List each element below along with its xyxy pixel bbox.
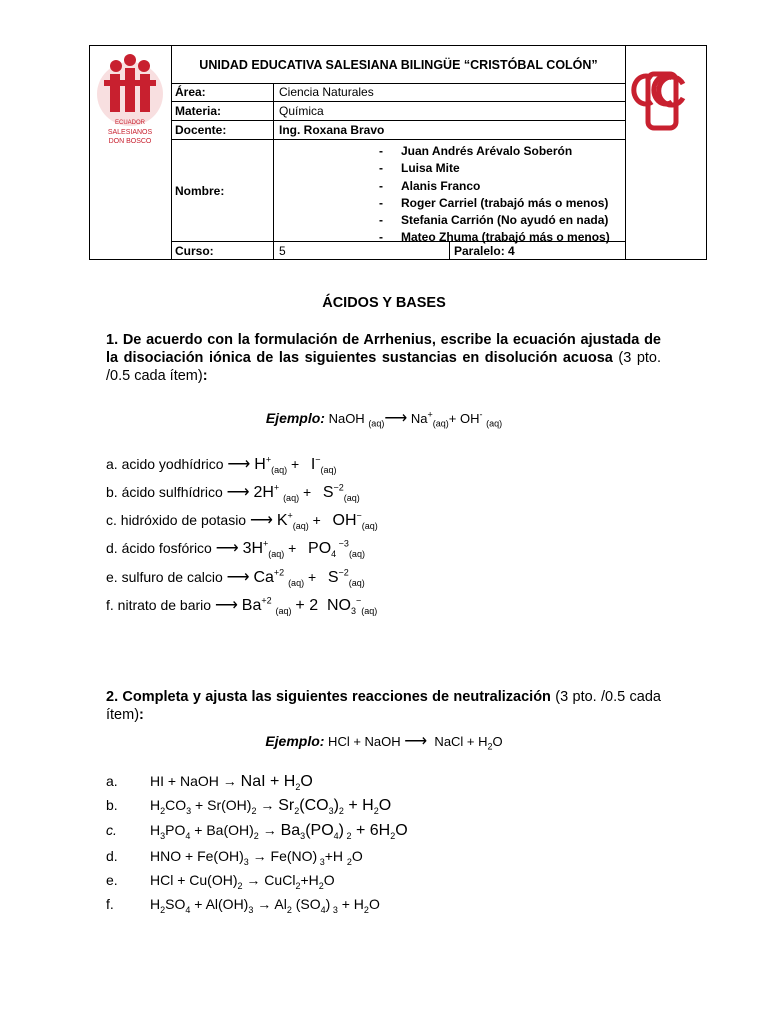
- name-item: - Juan Andrés Arévalo Soberón: [401, 143, 610, 160]
- names-list: [401, 143, 610, 247]
- logo-left-line3: DON BOSCO: [108, 138, 152, 145]
- q2-item-f: f. $H_2SO_4 + Al(OH)_3 \to Al_2$ $(SO_4) _3 + H_2O$: [106, 896, 380, 915]
- materia-row: [171, 102, 626, 121]
- name-item: - Alanis Franco: [401, 178, 610, 195]
- q1-item-a: a. acido yodhídrico ⟶ $H^+_{(aq)} + I^-_{(aq)}$: [106, 454, 337, 475]
- q1-item-b: b. ácido sulfhídrico ⟶ 2H+ $_{(aq)} + S^{-2}_{(aq)}$: [106, 482, 360, 503]
- q1-item-label: b. ácido sulfhídrico: [106, 484, 223, 500]
- docente-row: [171, 121, 626, 140]
- q1-question: 1. De acuerdo con la formulación de Arrhenius, escribe la ecuación ajustada de la disociación iónica de las siguientes sustancias en disolución acuosa: [106, 332, 661, 366]
- school-name: UNIDAD EDUCATIVA SALESIANA BILINGÜE “CRISTÓBAL COLÓN”: [171, 46, 626, 84]
- materia-label: Materia:: [171, 102, 274, 120]
- nombre-row: [171, 140, 626, 245]
- nombre-label: Nombre:: [171, 140, 274, 241]
- q2-item-letter: b.: [106, 797, 118, 813]
- area-value: Ciencia Naturales: [279, 85, 374, 99]
- q1-item-f: f. nitrato de bario ⟶ $Ba^{+2}$ $_{(aq)}$ + 2 $NO_3^-_{(aq)}$: [106, 595, 378, 617]
- q2-item-e: e. HCl + $Cu(OH)_2$ → $CuCl_2+H_2O$: [106, 872, 335, 891]
- q2-item-c: c. $H_3PO_4 + Ba(OH)_2 \to Ba_3(PO_4) _2 + 6H_2O$: [106, 822, 408, 842]
- logo-left-line1: ECUADOR: [114, 120, 146, 126]
- paralelo: Paralelo: 4: [449, 242, 625, 259]
- q2-item-letter: f.: [106, 896, 114, 912]
- name-item: - Roger Carriel (trabajó más o menos): [401, 195, 610, 212]
- curso-label: Curso:: [171, 242, 274, 259]
- logo-left-line2: SALESIANOS: [107, 129, 153, 136]
- q2-example: Ejemplo: HCl + NaOH ⟶ NaCl + $H_2O$: [265, 733, 503, 752]
- ccc-logo: [625, 46, 706, 259]
- q1-example-label: Ejemplo:: [265, 410, 325, 426]
- q2-item-letter: c.: [106, 822, 117, 838]
- q2-text: 2. Completa y ajusta las siguientes reacciones de neutralización (3 pto. /0.5 cada ítem):: [106, 689, 661, 723]
- q2-points: (3 pto. /0.5 cada ítem): [106, 689, 661, 723]
- q1-text: 1. De acuerdo con la formulación de Arrhenius, escribe la ecuación ajustada de la disociación iónica de las siguientes sustancias en disolución acuosa (3 pto. /0.5 cada ítem):: [106, 332, 661, 384]
- q2-example-label: Ejemplo:: [265, 733, 325, 749]
- q1-item-label: f. nitrato de bario: [106, 597, 212, 613]
- q2-item-d: d. HNO + $Fe(OH)_3 \to Fe(NO)$ $_3$+H $_2$O: [106, 848, 363, 867]
- q1-item-d: d. ácido fosfórico ⟶ $3H^+_{(aq)} + PO_4$ $^{-3}_{(aq)}$: [106, 538, 365, 560]
- docente-label: Docente:: [171, 121, 274, 139]
- q1-points: (3 pto. /0.5 cada ítem): [106, 350, 661, 384]
- docente-value: Ing. Roxana Bravo: [279, 123, 385, 137]
- curso-row: [171, 242, 626, 259]
- q2-item-letter: e.: [106, 872, 118, 888]
- header-table: [89, 45, 707, 260]
- name-item: - Luisa Mite: [401, 160, 610, 177]
- materia-value: Química: [279, 104, 324, 118]
- q1-item-label: d. ácido fosfórico: [106, 540, 212, 556]
- name-item: - Mateo Zhuma (trabajó más o menos): [401, 229, 610, 246]
- q1-item-label: a. acido yodhídrico: [106, 456, 224, 472]
- q2-item-b: b. $H_2CO_3 + Sr(OH)_2 \to Sr_2(CO_3)_2 + H_2O$: [106, 797, 392, 817]
- q2-item-letter: d.: [106, 848, 118, 864]
- name-item: - Stefania Carrión (No ayudó en nada): [401, 212, 610, 229]
- q1-item-label: e. sulfuro de calcio: [106, 569, 223, 585]
- q2-item-a: a. HI + NaOH → NaI + $H_2O$: [106, 773, 313, 793]
- q2-item-letter: a.: [106, 773, 118, 789]
- q1-example: Ejemplo: NaOH $_{(aq)}$⟶ $Na^+_{(aq)}+ OH^-$ $_{(aq)}$: [265, 409, 503, 429]
- q1-item-e: e. sulfuro de calcio ⟶ $Ca^{+2}$ $_{(aq)} + S^{-2}_{(aq)}$: [106, 567, 365, 588]
- area-label: Área:: [171, 83, 274, 101]
- area-row: [171, 83, 626, 102]
- curso-value: 5: [279, 243, 286, 258]
- q1-item-label: c. hidróxido de potasio: [106, 512, 247, 528]
- page-title: ÁCIDOS Y BASES: [322, 295, 446, 311]
- q2-question: 2. Completa y ajusta las siguientes reacciones de neutralización: [106, 689, 551, 705]
- q1-item-c: c. hidróxido de potasio ⟶ $K^+_{(aq)} + OH^-_{(aq)}$: [106, 510, 378, 531]
- salesianos-logo: [90, 46, 172, 259]
